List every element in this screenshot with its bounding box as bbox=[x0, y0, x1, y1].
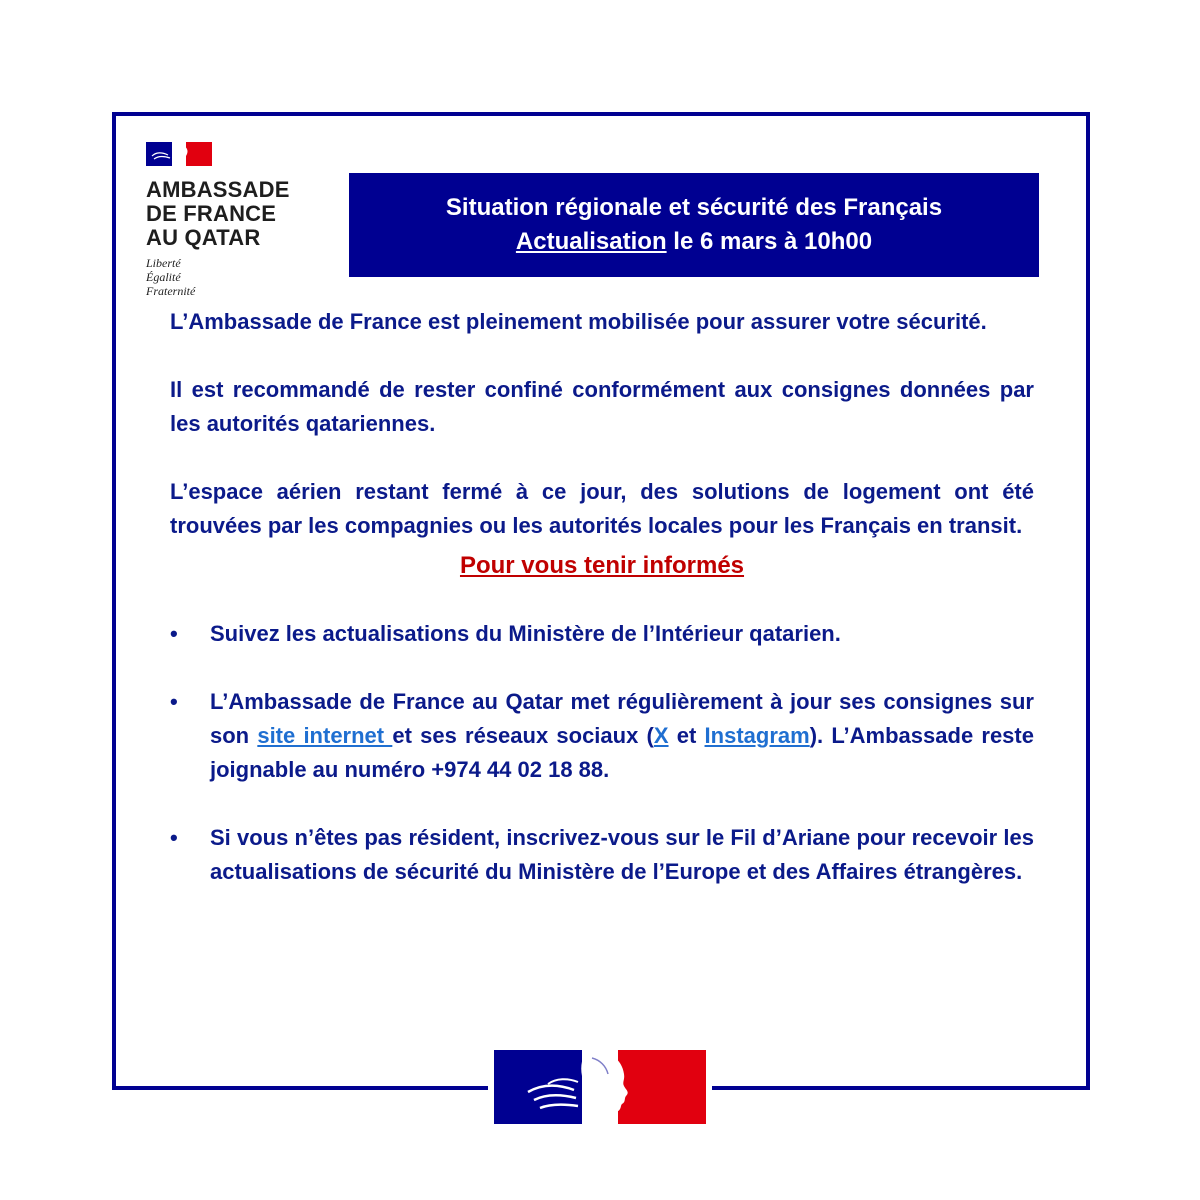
instagram-link[interactable]: Instagram bbox=[704, 723, 810, 748]
marianne-large-icon bbox=[488, 1044, 712, 1130]
text-segment: et bbox=[668, 723, 705, 748]
paragraph-airspace: L’espace aérien restant fermé à ce jour, des solutions de logement ont été trouvées par les compagnies ou les autorités locales pour les Français en transit. bbox=[170, 479, 1034, 538]
list-item bbox=[170, 685, 1034, 787]
paragraph-mobilisation: L’Ambassade de France est pleinement mobilisée pour assurer votre sécurité. bbox=[170, 309, 987, 334]
update-label: Actualisation bbox=[515, 228, 667, 255]
info-list bbox=[170, 617, 1034, 889]
embassy-name-line: DE FRANCE bbox=[146, 201, 277, 226]
motto-line: Égalité bbox=[146, 270, 181, 284]
bullet-icon: • bbox=[170, 825, 178, 850]
list-item bbox=[170, 617, 1034, 651]
marianne-logo-icon bbox=[146, 142, 212, 166]
text-segment: L’Ambassade de France au Qatar met régulièrement à jour ses consignes sur son bbox=[210, 689, 1034, 748]
header-title: Situation régionale et sécurité des Français bbox=[445, 194, 943, 221]
list-item-text: Si vous n’êtes pas résident, inscrivez-vous sur le Fil d’Ariane pour recevoir les actualisations de sécurité du Ministère de l’Europe et des Affaires étrangères. bbox=[210, 825, 1034, 884]
embassy-name bbox=[146, 178, 346, 250]
bottom-logo bbox=[488, 1044, 712, 1130]
embassy-name-line: AU QATAR bbox=[146, 225, 261, 250]
text-segment: et ses réseaux sociaux ( bbox=[392, 723, 654, 748]
republic-motto bbox=[146, 256, 346, 298]
motto-line: Fraternité bbox=[146, 284, 196, 298]
bullet-icon: • bbox=[170, 689, 178, 714]
embassy-logo bbox=[146, 142, 346, 298]
motto-line: Liberté bbox=[146, 256, 181, 270]
embassy-name-line: AMBASSADE bbox=[146, 177, 290, 202]
list-item bbox=[170, 821, 1034, 889]
list-item-text bbox=[210, 689, 1034, 782]
x-link[interactable]: X bbox=[653, 723, 669, 748]
website-link[interactable]: site internet bbox=[257, 723, 393, 748]
text-segment: ). L’Ambassade reste joignable au numéro +974 44 02 18 88. bbox=[210, 723, 1034, 782]
update-date: le 6 mars à 10h00 bbox=[666, 228, 873, 255]
header-banner bbox=[349, 173, 1039, 277]
section-heading: Pour vous tenir informés bbox=[459, 552, 745, 579]
bullet-icon: • bbox=[170, 621, 178, 646]
header-update-line bbox=[516, 225, 872, 259]
paragraph-confinement: Il est recommandé de rester confiné conformément aux consignes données par les autorités qatariennes. bbox=[170, 377, 1034, 436]
list-item-text: Suivez les actualisations du Ministère de l’Intérieur qatarien. bbox=[210, 621, 841, 646]
main-content bbox=[170, 305, 1034, 923]
